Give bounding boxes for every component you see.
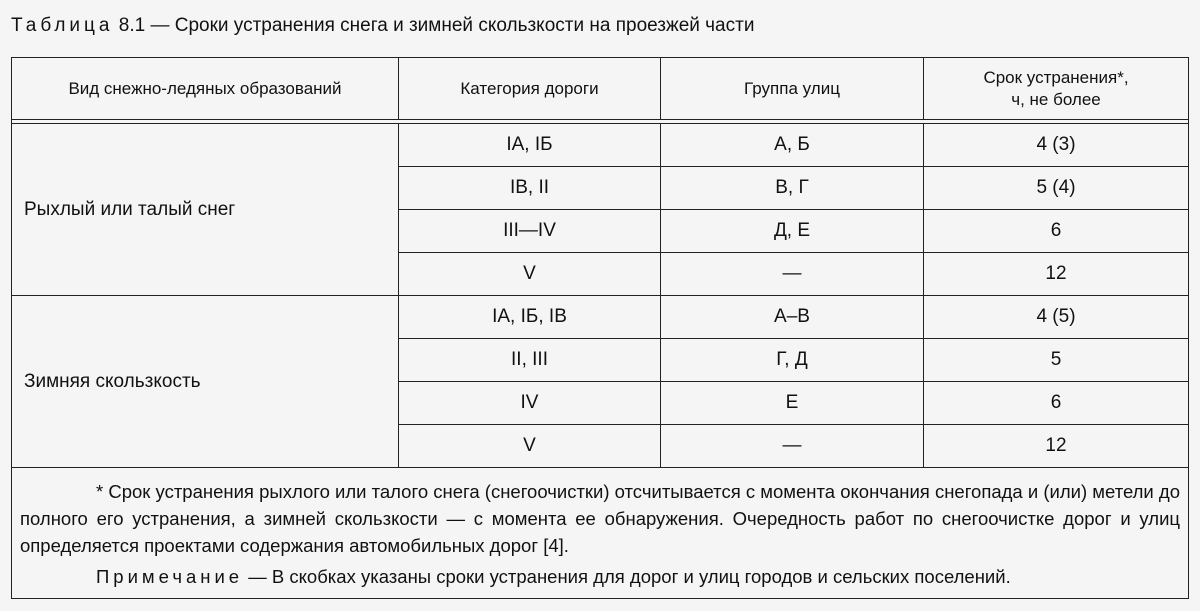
header-term-line2: ч, не более <box>1011 89 1101 109</box>
streets-cell: А–В <box>661 296 924 339</box>
streets-cell: — <box>661 425 924 468</box>
category-cell: V <box>399 425 661 468</box>
category-cell: V <box>399 253 661 296</box>
term-cell: 4 (3) <box>924 124 1189 167</box>
streets-cell: А, Б <box>661 124 924 167</box>
table-caption <box>11 14 754 38</box>
table-row <box>12 124 1189 167</box>
note <box>20 563 1180 590</box>
caption-label: Таблица <box>11 15 114 36</box>
footnote: * Срок устранения рыхлого или талого снега (снегоочистки) отсчитывается с момента окончания снегопада и (или) метели до полного его устранения, а зимней скользкости — с момента ее обнаружения. Очередность работ по снегоочистке дорог и улиц определяется проектами содержания автомобильных дорог [4]. <box>20 481 1180 556</box>
header-term <box>924 58 1189 120</box>
header-streets: Группа улиц <box>661 58 924 120</box>
category-cell: IV <box>399 382 661 425</box>
category-cell: III—IV <box>399 210 661 253</box>
streets-cell: — <box>661 253 924 296</box>
term-cell: 5 (4) <box>924 167 1189 210</box>
term-cell: 12 <box>924 425 1189 468</box>
note-text: — В скобках указаны сроки устранения для дорог и улиц городов и сельских поселений. <box>243 566 1011 587</box>
notes-row <box>12 468 1189 599</box>
streets-cell: Е <box>661 382 924 425</box>
category-cell: II, III <box>399 339 661 382</box>
header-kind: Вид снежно-ледяных образований <box>12 58 399 120</box>
snow-removal-table <box>11 57 1189 599</box>
term-cell: 6 <box>924 382 1189 425</box>
term-cell: 5 <box>924 339 1189 382</box>
streets-cell: Г, Д <box>661 339 924 382</box>
kind-cell: Рыхлый или талый снег <box>12 124 399 296</box>
category-cell: IА, IБ, IВ <box>399 296 661 339</box>
table-row <box>12 296 1189 339</box>
category-cell: IВ, II <box>399 167 661 210</box>
caption-text: 8.1 — Сроки устранения снега и зимней скользкости на проезжей части <box>113 15 755 36</box>
term-cell: 12 <box>924 253 1189 296</box>
header-row <box>12 58 1189 120</box>
header-term-line1: Срок устранения*, <box>983 67 1129 87</box>
header-category: Категория дороги <box>399 58 661 120</box>
kind-cell: Зимняя скользкость <box>12 296 399 468</box>
term-cell: 4 (5) <box>924 296 1189 339</box>
streets-cell: В, Г <box>661 167 924 210</box>
term-cell: 6 <box>924 210 1189 253</box>
category-cell: IА, IБ <box>399 124 661 167</box>
note-label: Примечание <box>96 566 244 587</box>
streets-cell: Д, Е <box>661 210 924 253</box>
notes-cell <box>12 468 1189 599</box>
